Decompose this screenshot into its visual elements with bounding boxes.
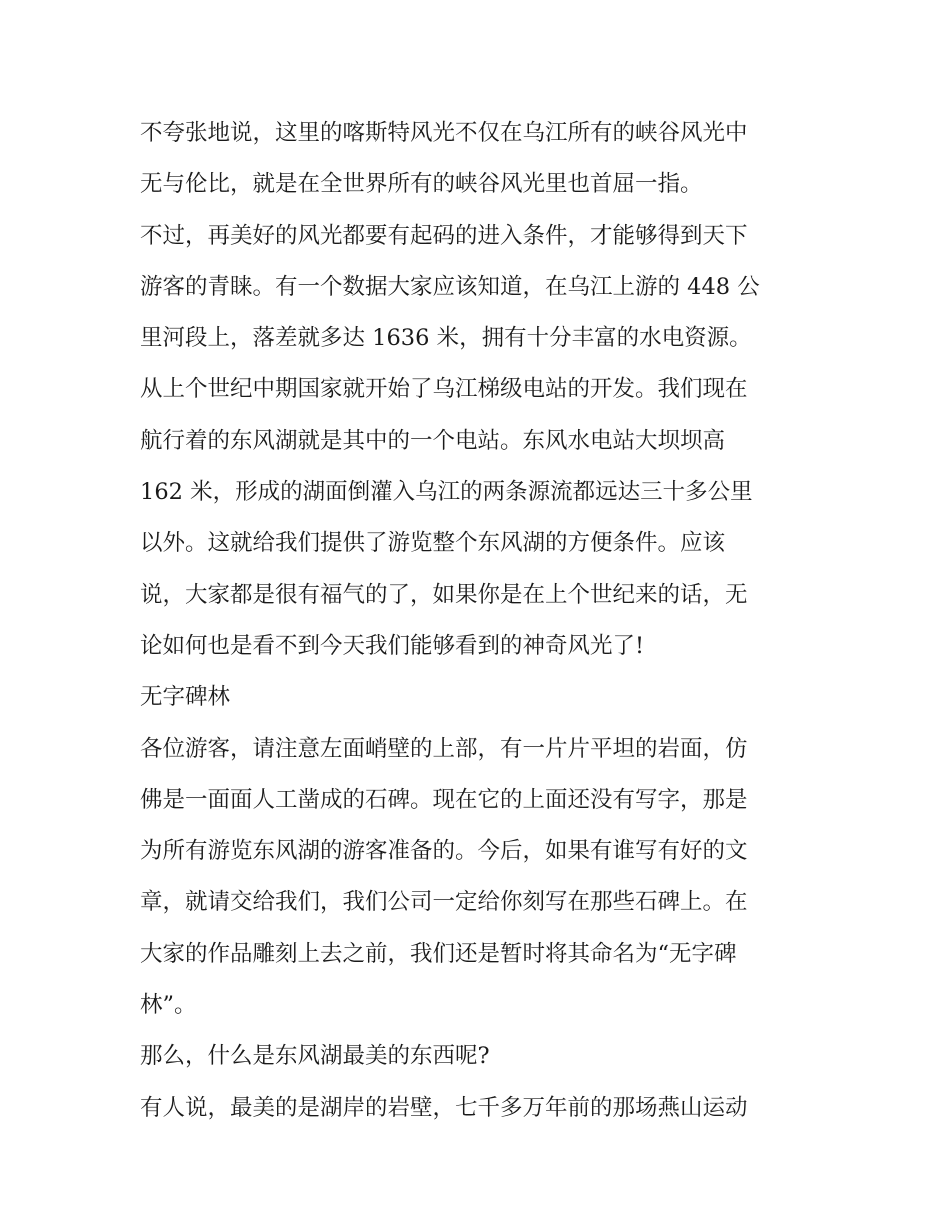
section-heading: 无字碑林 [140,684,231,711]
text-line: 佛是一面面人工凿成的石碑。现在它的上面还没有写字，那是 [140,786,748,813]
text-line: 航行着的东风湖就是其中的一个电站。东风水电站大坝坝高 [140,427,726,454]
text-line: 大家的作品雕刻上去之前，我们还是暂时将其命名为“无字碑 [140,940,737,967]
document-body [140,108,820,1134]
text-line: 林”。 [140,992,197,1019]
text-line: 里河段上，落差就多达 1636 米，拥有十分丰富的水电资源。 [140,325,752,352]
text-line: 无与伦比，就是在全世界所有的峡谷风光里也首屈一指。 [140,171,703,198]
text-line: 章，就请交给我们，我们公司一定给你刻写在那些石碑上。在 [140,889,748,916]
text-line: 论如何也是看不到今天我们能够看到的神奇风光了! [140,632,645,659]
text-line: 从上个世纪中期国家就开始了乌江梯级电站的开发。我们现在 [140,376,748,403]
text-line: 为所有游览东风湖的游客准备的。今后，如果有谁写有好的文 [140,838,748,865]
text-line: 那么，什么是东风湖最美的东西呢? [140,1043,490,1070]
text-line: 不夸张地说，这里的喀斯特风光不仅在乌江所有的峡谷风光中 [140,120,748,146]
text-line: 以外。这就给我们提供了游览整个东风湖的方便条件。应该 [140,530,726,557]
text-line: 各位游客，请注意左面峭壁的上部，有一片片平坦的岩面，仿 [140,735,748,762]
text-line: 不过，再美好的风光都要有起码的进入条件，才能够得到天下 [140,222,748,249]
text-line: 游客的青睐。有一个数据大家应该知道，在乌江上游的 448 公 [140,273,760,300]
text-line: 有人说，最美的是湖岸的岩壁，七千多万年前的那场燕山运动 [140,1094,748,1121]
text-line: 说，大家都是很有福气的了，如果你是在上个世纪来的话，无 [140,581,748,608]
text-line: 162 米，形成的湖面倒灌入乌江的两条源流都远达三十多公里 [140,479,753,506]
